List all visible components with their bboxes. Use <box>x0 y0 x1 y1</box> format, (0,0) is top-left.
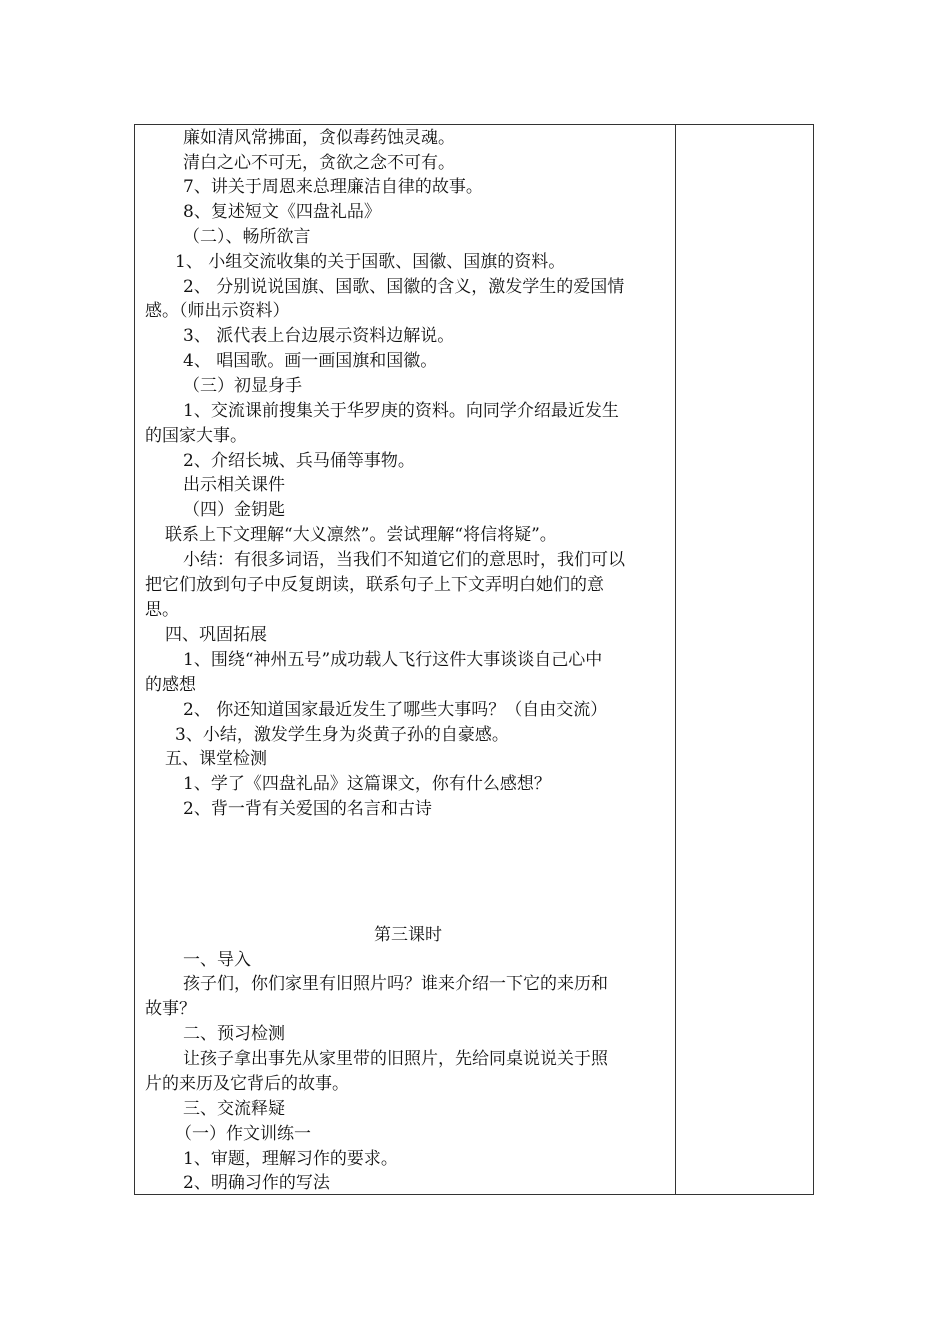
text-line: 一、导入 <box>183 950 251 970</box>
text-line: 1、围绕“神州五号”成功载人飞行这件大事谈谈自己心中 <box>183 650 603 670</box>
text-line: 小结：有很多词语，当我们不知道它们的意思时，我们可以 <box>183 550 625 570</box>
text-line: 3、 派代表上台边展示资料边解说。 <box>183 326 455 346</box>
text-line: 四、巩固拓展 <box>165 625 267 645</box>
text-line: 二、预习检测 <box>183 1024 285 1044</box>
text-line: （三）初显身手 <box>183 376 302 396</box>
text-line: 1、 小组交流收集的关于国歌、国徽、国旗的资料。 <box>175 252 566 272</box>
text-line: 2、明确习作的写法 <box>183 1173 330 1193</box>
text-line: （四）金钥匙 <box>183 500 285 520</box>
text-line: 感。（师出示资料） <box>145 301 290 321</box>
text-line: 3、小结，激发学生身为炎黄子孙的自豪感。 <box>175 725 509 745</box>
text-line: 的感想 <box>145 675 196 695</box>
text-line: 联系上下文理解“大义凛然”。尝试理解“将信将疑”。 <box>165 525 557 545</box>
text-line: （二）、畅所欲言 <box>183 227 311 247</box>
text-line: 1、审题，理解习作的要求。 <box>183 1149 398 1169</box>
text-line: 清白之心不可无，贪欲之念不可有。 <box>183 153 455 173</box>
text-line: 2、 你还知道国家最近发生了哪些大事吗？（自由交流） <box>183 700 608 720</box>
text-line: 把它们放到句子中反复朗读，联系句子上下文弄明白她们的意 <box>145 575 604 595</box>
text-line: 出示相关课件 <box>183 475 285 495</box>
column-divider <box>675 125 676 1194</box>
text-line: 让孩子拿出事先从家里带的旧照片，先给同桌说说关于照 <box>183 1049 608 1069</box>
text-line: 故事？ <box>145 999 196 1019</box>
text-line: 7、讲关于周恩来总理廉洁自律的故事。 <box>183 177 483 197</box>
text-line: （一）作文训练一 <box>175 1124 311 1144</box>
text-line: 三、交流释疑 <box>183 1099 285 1119</box>
text-line: 片的来历及它背后的故事。 <box>145 1074 349 1094</box>
text-line: 4、 唱国歌。画一画国旗和国徽。 <box>183 351 438 371</box>
text-line: 孩子们，你们家里有旧照片吗？谁来介绍一下它的来历和 <box>183 974 608 994</box>
text-line: 2、 分别说说国旗、国歌、国徽的含义，激发学生的爱国情 <box>183 277 625 297</box>
text-line: 2、介绍长城、兵马俑等事物。 <box>183 451 415 471</box>
text-line: 2、背一背有关爱国的名言和古诗 <box>183 799 432 819</box>
text-line: 8、复述短文《四盘礼品》 <box>183 202 381 222</box>
lesson-plan-table <box>134 124 814 1195</box>
section-title: 第三课时 <box>374 925 442 945</box>
text-line: 五、课堂检测 <box>165 749 267 769</box>
text-line: 思。 <box>145 600 179 620</box>
text-line: 廉如清风常拂面，贪似毒药蚀灵魂。 <box>183 128 455 148</box>
text-line: 的国家大事。 <box>145 426 247 446</box>
text-line: 1、学了《四盘礼品》这篇课文，你有什么感想？ <box>183 774 551 794</box>
text-line: 1、交流课前搜集关于华罗庚的资料。向同学介绍最近发生 <box>183 401 619 421</box>
